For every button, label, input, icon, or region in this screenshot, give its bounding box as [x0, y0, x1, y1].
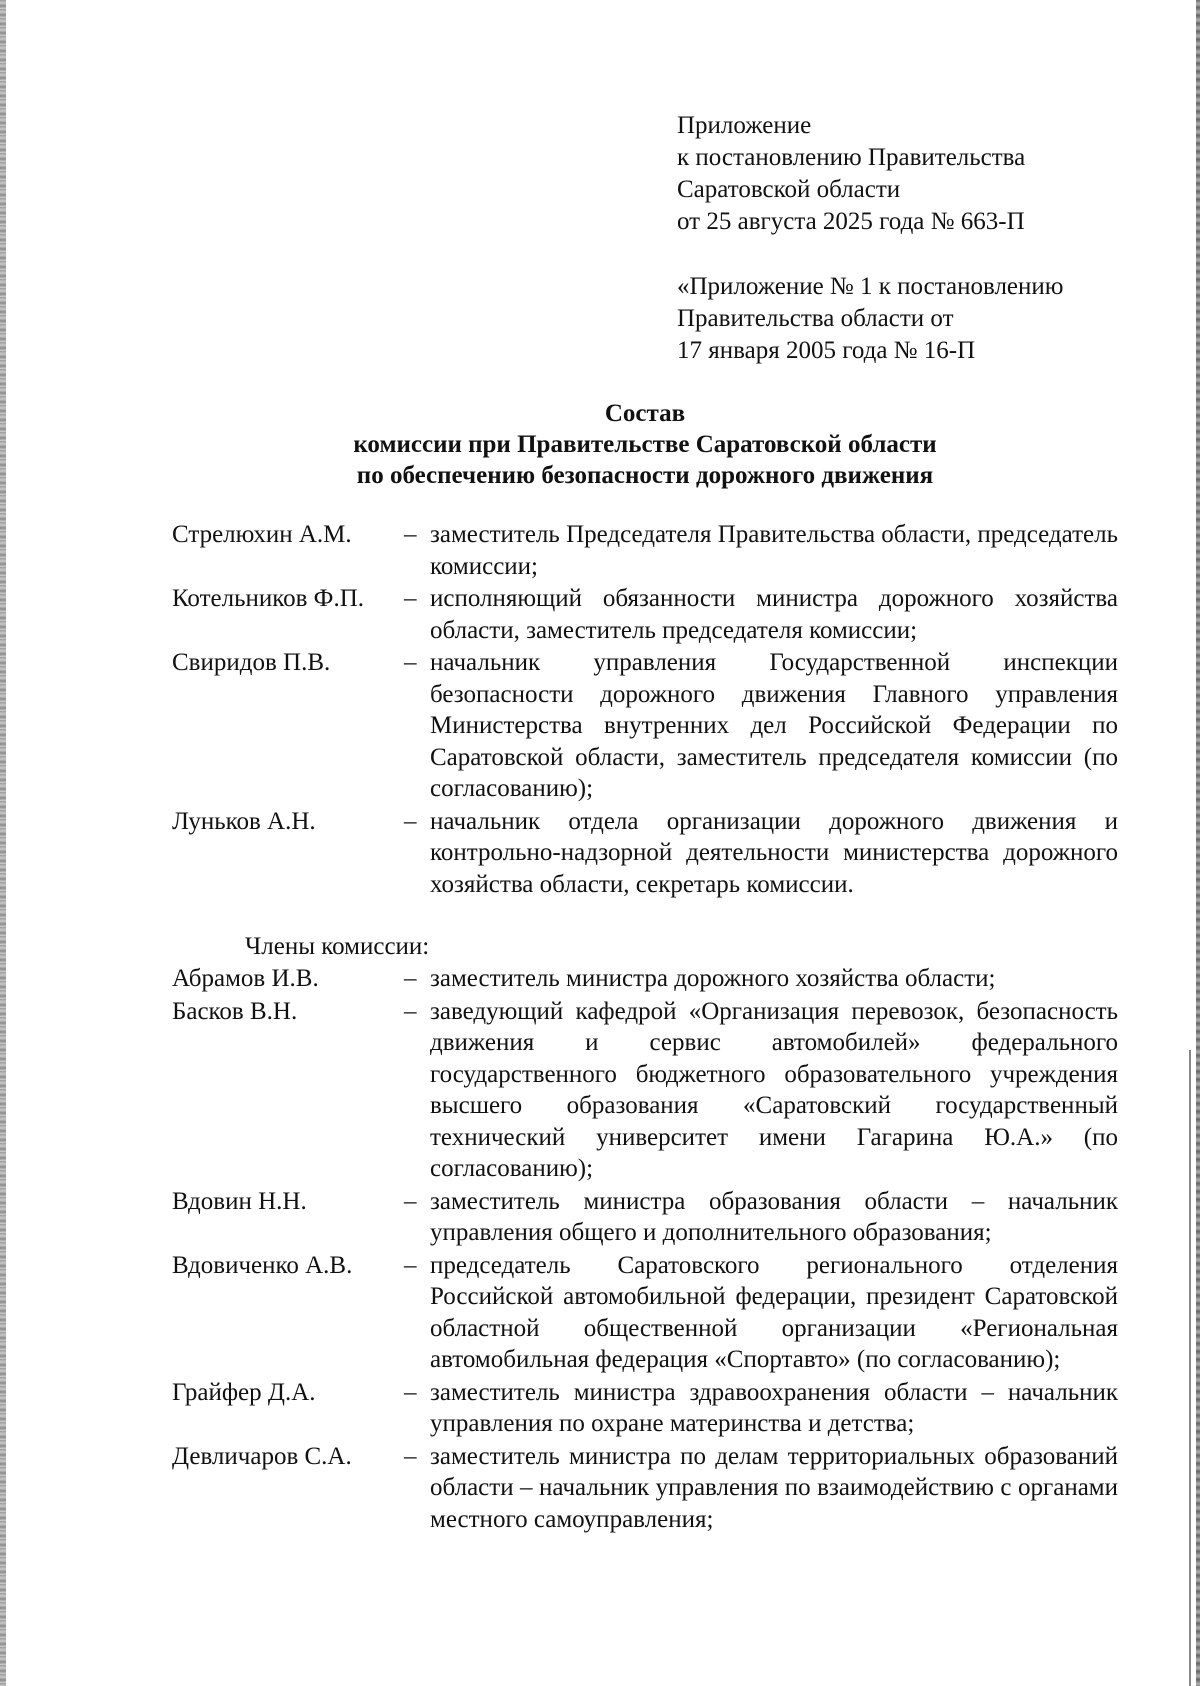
- member-description: заместитель министра здравоохранения области – начальник управления по охране материнства и детства;: [430, 1378, 1118, 1437]
- members-list: [172, 963, 1118, 1536]
- list-item: [172, 583, 1118, 646]
- scan-edge-line: [1189, 1050, 1191, 1686]
- list-item: [172, 963, 1118, 995]
- member-name: Вдовин Н.Н.: [172, 1187, 307, 1215]
- reference-line: 17 января 2005 года № 16-П: [677, 337, 976, 364]
- reference-line: «Приложение № 1 к постановлению: [677, 273, 1064, 300]
- list-item: [172, 1250, 1118, 1376]
- dash-separator: –: [404, 807, 417, 835]
- list-item: [172, 519, 1118, 582]
- member-name: Басков В.Н.: [172, 997, 298, 1025]
- dash-separator: –: [404, 1442, 417, 1470]
- member-name: Абрамов И.В.: [172, 965, 319, 992]
- member-name: Луньков А.Н.: [172, 807, 316, 835]
- list-item: [172, 1186, 1118, 1249]
- member-description: заведующий кафедрой «Организация перевозок, безопасность движения и сервис автомобилей» федерального государственного бюджетного образовательного учреждения высшего образования «Саратовский государственный технический университет имени Гагарина Ю.А.» (по согласованию);: [430, 997, 1118, 1182]
- member-description: исполняющий обязанности министра дорожного хозяйства области, заместитель председателя комиссии;: [430, 585, 1118, 644]
- member-description: начальник отдела организации дорожного движения и контрольно-надзорной деятельности министерства дорожного хозяйства области, секретарь комиссии.: [430, 807, 1118, 898]
- reference-block: [677, 271, 1063, 367]
- members-heading: Члены комиссии:: [245, 933, 430, 960]
- member-description: заместитель министра дорожного хозяйства области;: [430, 965, 996, 992]
- member-name: Девличаров С.А.: [172, 1442, 352, 1470]
- title-line: по обеспечению безопасности дорожного движения: [356, 462, 934, 489]
- leadership-list: [172, 519, 1118, 901]
- list-item: [172, 1441, 1118, 1536]
- member-name: Свиридов П.В.: [172, 649, 331, 676]
- list-item: [172, 996, 1118, 1185]
- appendix-line: Приложение: [677, 112, 812, 139]
- dash-separator: –: [404, 1251, 417, 1279]
- dash-separator: –: [404, 521, 417, 548]
- member-name: Грайфер Д.А.: [172, 1378, 316, 1406]
- member-description: заместитель Председателя Правительства области, председатель комиссии;: [430, 521, 1118, 580]
- scan-edge-right: [1196, 0, 1200, 1686]
- dash-separator: –: [404, 965, 417, 992]
- appendix-line: Саратовской области: [677, 176, 901, 203]
- title-line: Состав: [604, 400, 686, 427]
- member-description: председатель Саратовского регионального отделения Российской автомобильной федерации, президент Саратовской областной общественной организации «Региональная автомобильная федерация «Спортавто» (по согласованию);: [430, 1251, 1118, 1373]
- member-description: заместитель министра по делам территориальных образований области – начальник управления по взаимодействию с органами местного самоуправления;: [430, 1442, 1118, 1533]
- list-item: [172, 647, 1118, 805]
- list-item: [172, 806, 1118, 901]
- dash-separator: –: [404, 1187, 417, 1215]
- member-name: Вдовиченко А.В.: [172, 1251, 353, 1279]
- appendix-block: [677, 110, 1025, 238]
- member-name: Котельников Ф.П.: [172, 585, 364, 612]
- member-name: Стрелюхин А.М.: [172, 521, 352, 548]
- dash-separator: –: [404, 1378, 417, 1406]
- scan-edge-left: [0, 0, 6, 1686]
- reference-line: Правительства области от: [677, 305, 954, 332]
- dash-separator: –: [404, 649, 417, 676]
- list-item: [172, 1377, 1118, 1440]
- document-title: [150, 398, 1140, 491]
- dash-separator: –: [404, 997, 417, 1025]
- member-description: заместитель министра образования области – начальник управления общего и дополнительного образования;: [430, 1187, 1118, 1246]
- title-line: комиссии при Правительстве Саратовской области: [353, 431, 937, 458]
- member-description: начальник управления Государственной инспекции безопасности дорожного движения Главного управления Министерства внутренних дел Российской Федерации по Саратовской области, заместитель председателя комиссии (по согласованию);: [430, 649, 1118, 802]
- appendix-line: к постановлению Правительства: [677, 144, 1026, 171]
- appendix-line: от 25 августа 2025 года № 663-П: [677, 208, 1025, 235]
- dash-separator: –: [404, 585, 417, 612]
